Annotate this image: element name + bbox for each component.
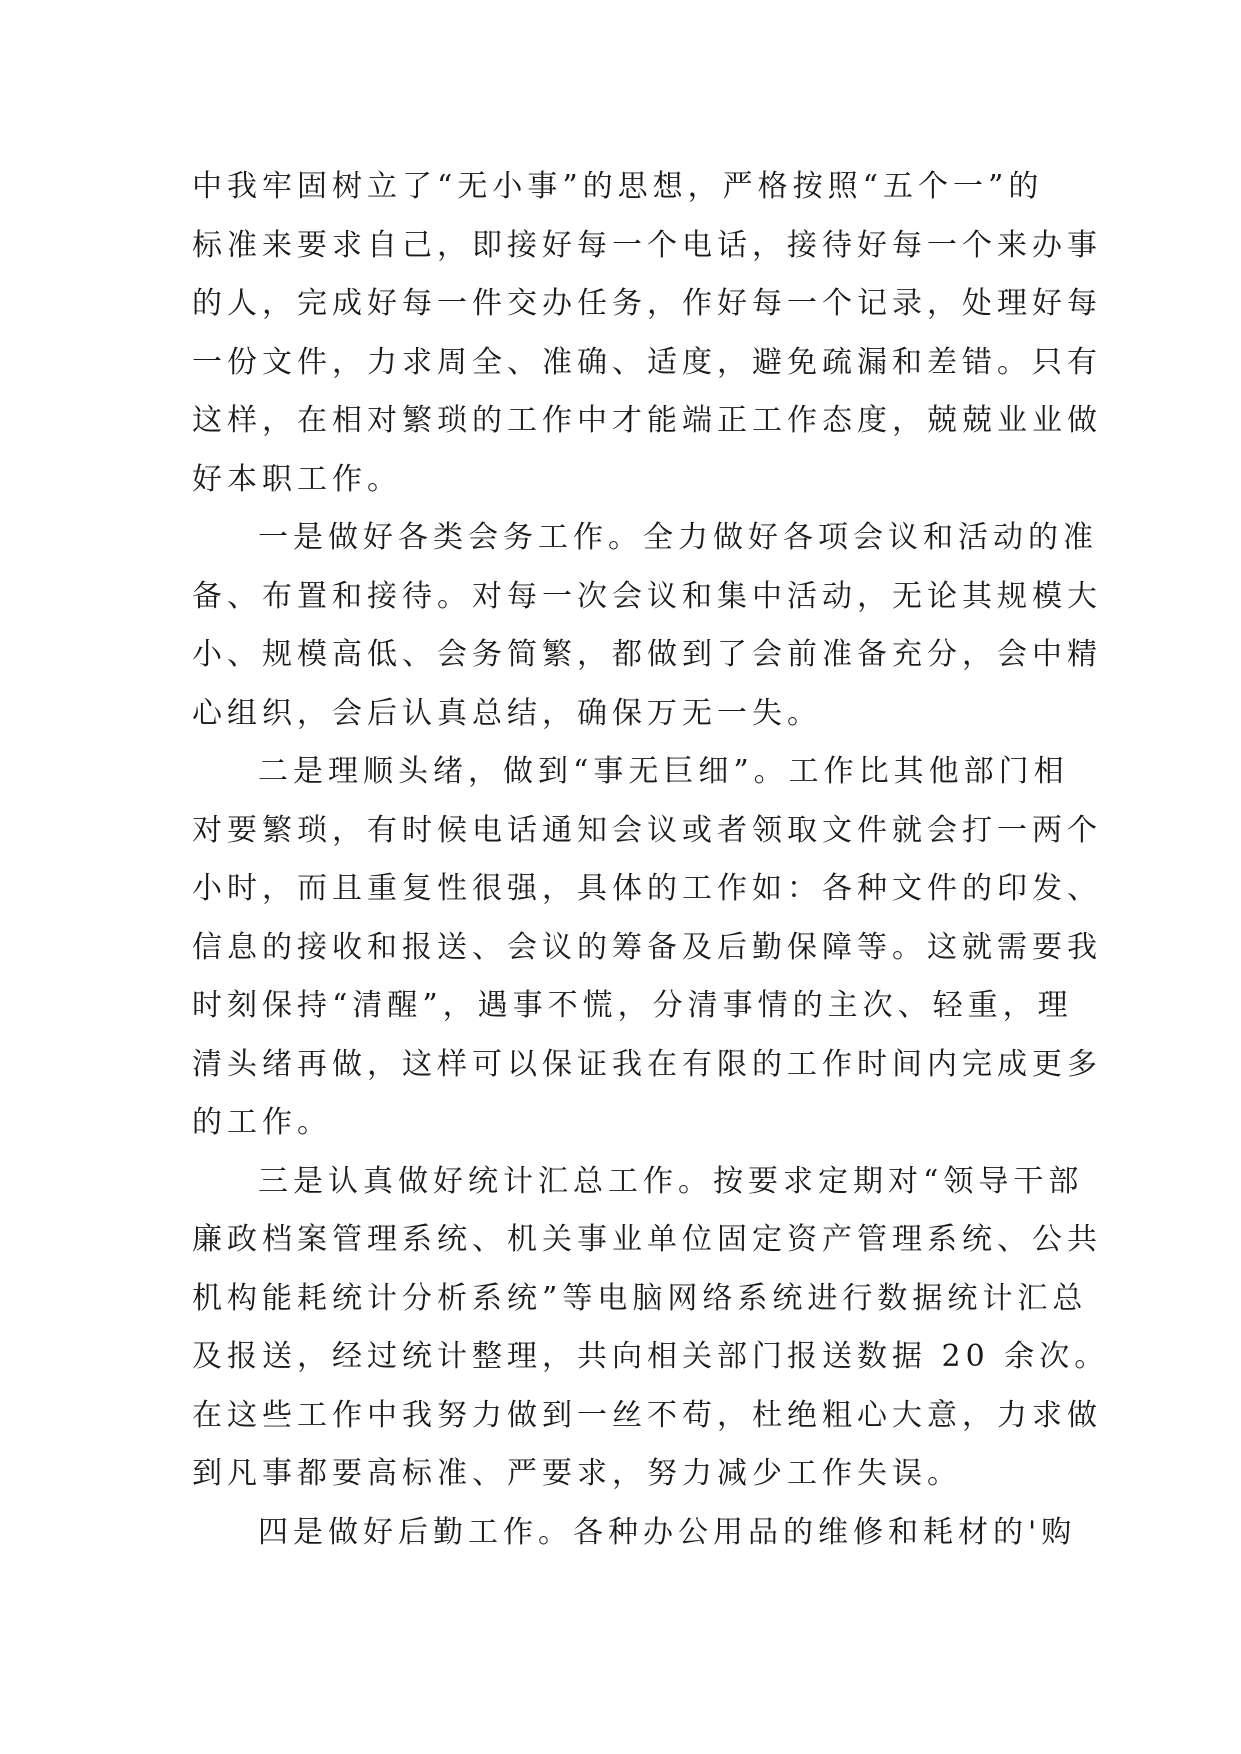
paragraph-first-line: 二是理顺头绪，做到“事无巨细”。工作比其他部门相 bbox=[258, 754, 1069, 789]
text-line: 这样，在相对繁琐的工作中才能端正工作态度，兢兢业业做 bbox=[192, 403, 1102, 438]
text-line: 及报送，经过统计整理，共向相关部门报送数据 20 余次。 bbox=[192, 1339, 1110, 1374]
text-line: 的工作。 bbox=[192, 1105, 332, 1140]
text-line: 时刻保持“清醒”，遇事不慌，分清事情的主次、轻重，理 bbox=[192, 988, 1073, 1023]
paragraph-first-line: 一是做好各类会务工作。全力做好各项会议和活动的准 bbox=[258, 520, 1098, 555]
text-line: 备、布置和接待。对每一次会议和集中活动，无论其规模大 bbox=[192, 578, 1102, 614]
text-line: 小时，而且重复性很强，具体的工作如：各种文件的印发、 bbox=[192, 871, 1102, 906]
text-line: 在这些工作中我努力做到一丝不苟，杜绝粗心大意，力求做 bbox=[192, 1397, 1102, 1433]
text-line: 中我牢固树立了“无小事”的思想，严格按照“五个一”的 bbox=[192, 169, 1044, 204]
text-line: 对要繁琐，有时候电话通知会议或者领取文件就会打一两个 bbox=[192, 812, 1102, 848]
text-line: 心组织，会后认真总结，确保万无一失。 bbox=[192, 695, 822, 731]
text-line: 标准来要求自己，即接好每一个电话，接待好每一个来办事 bbox=[192, 227, 1102, 263]
text-line: 的人，完成好每一件交办任务，作好每一个记录，处理好每 bbox=[192, 286, 1102, 321]
text-line: 机构能耗统计分析系统”等电脑网络系统进行数据统计汇总 bbox=[192, 1280, 1088, 1316]
text-line: 好本职工作。 bbox=[192, 461, 402, 497]
text-line: 廉政档案管理系统、机关事业单位固定资产管理系统、公共 bbox=[192, 1222, 1102, 1257]
text-line: 清头绪再做，这样可以保证我在有限的工作时间内完成更多 bbox=[192, 1046, 1102, 1082]
text-line: 到凡事都要高标准、严要求，努力减少工作失误。 bbox=[192, 1456, 962, 1491]
paragraph-first-line: 三是认真做好统计汇总工作。按要求定期对“领导干部 bbox=[258, 1163, 1084, 1199]
text-line: 小、规模高低、会务简繁，都做到了会前准备充分，会中精 bbox=[192, 637, 1102, 672]
paragraph-first-line: 四是做好后勤工作。各种办公用品的维修和耗材的'购 bbox=[258, 1514, 1077, 1550]
body-text bbox=[192, 158, 1110, 1562]
text-line: 一份文件，力求周全、准确、适度，避免疏漏和差错。只有 bbox=[192, 344, 1102, 380]
text-line: 信息的接收和报送、会议的筹备及后勤保障等。这就需要我 bbox=[192, 929, 1102, 965]
